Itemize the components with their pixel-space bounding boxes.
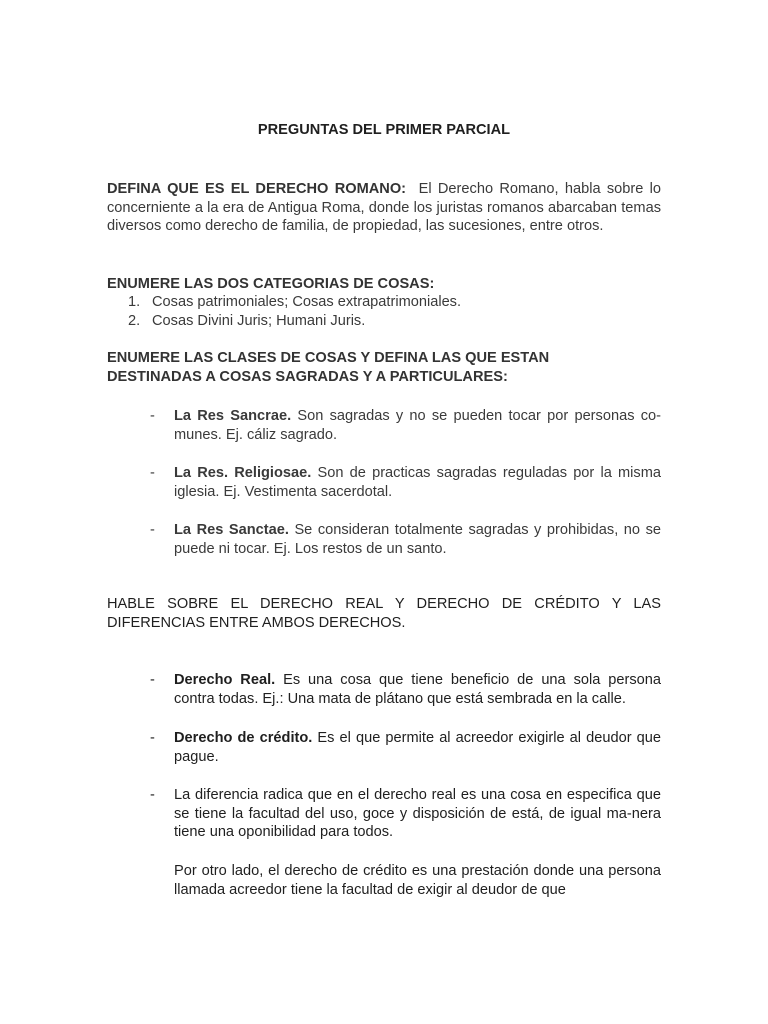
list-dash: - [150,408,155,424]
list-text: La diferencia radica que en el derecho real es una cosa en especifica que se tiene la facultad del uso, goce y disposición de está, de igual ma-nera tiene una oponibilidad para todos. [174,787,661,840]
list-text: Cosas patrimoniales; Cosas extrapatrimoniales. [152,294,462,310]
categorias-list [107,293,661,330]
list-dash: - [150,522,155,538]
closing-paragraph: Por otro lado, el derecho de crédito es una prestación donde una persona llamada acreedor tiene la facultad de exigir al deudor de que [174,863,661,898]
question-categorias-heading [107,275,661,294]
list-term: Derecho Real. [174,672,276,688]
list-text: Son de practicas sagradas reguladas por la misma iglesia. Ej. Vestimenta sacerdotal. [174,465,661,500]
list-dash: - [150,787,155,803]
list-term: La Res. Religiosae. [174,465,312,481]
list-text: Es una cosa que tiene beneficio de una sola persona contra todas. Ej.: Una mata de plátano que está sembrada en la calle. [174,672,661,707]
list-text: Es el que permite al acreedor exigirle al deudor que pague. [174,730,661,765]
question-derecho-real-heading [107,595,661,632]
list-term: Derecho de crédito. [174,730,313,746]
list-number: 1. [128,294,141,310]
list-dash: - [150,730,155,746]
question-heading: HABLE SOBRE EL DERECHO REAL Y DERECHO DE CRÉDITO Y LAS DIFERENCIAS ENTRE AMBOS DERECHOS. [107,596,661,631]
list-number: 2. [128,312,141,329]
list-dash: - [150,672,155,688]
list-term: La Res Sancrae. [174,408,292,424]
list-item [107,312,661,331]
question-answer: El Derecho Romano, habla sobre lo concerniente a la era de Antigua Roma, donde los juristas romanos abarcaban temas diversos como derecho de familia, de propiedad, las sucesiones, entre otros. [107,181,662,234]
question-clases-heading [107,349,577,386]
question-heading: ENUMERE LAS DOS CATEGORIAS DE COSAS: [107,276,435,292]
question-derecho-romano [107,180,661,236]
list-text: Se consideran totalmente sagradas y prohibidas, no se puede ni tocar. Ej. Los restos de un santo. [174,522,661,557]
document-title: PREGUNTAS DEL PRIMER PARCIAL [257,122,511,138]
question-heading: DEFINA QUE ES EL DERECHO ROMANO: [107,181,407,197]
list-term: La Res Sanctae. [174,522,289,538]
list-text: Cosas Divini Juris; Humani Juris. [152,312,366,329]
list-text: Son sagradas y no se pueden tocar por personas co-munes. Ej. cáliz sagrado. [174,408,661,443]
question-heading: ENUMERE LAS CLASES DE COSAS Y DEFINA LAS QUE ESTAN DESTINADAS A COSAS SAGRADAS Y A PARTICULARES: [107,350,550,385]
list-dash: - [150,465,155,481]
list-item [107,293,661,312]
